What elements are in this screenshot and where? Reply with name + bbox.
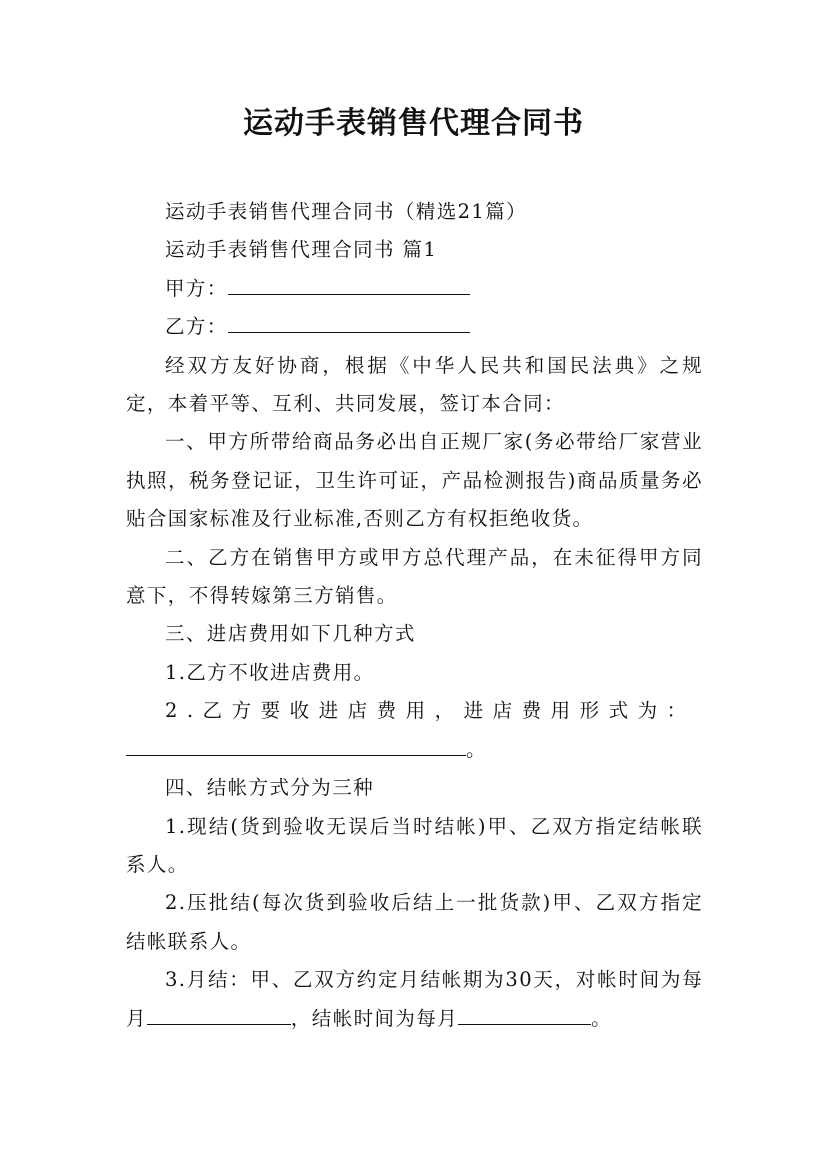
party-b-line [126, 308, 703, 346]
document-title: 运动手表销售代理合同书 [243, 106, 584, 141]
clause-4-item-3-end: 。 [591, 1006, 613, 1030]
entry-fee-form-blank [126, 733, 466, 756]
chapter-heading: 运动手表销售代理合同书 篇1 [165, 238, 438, 262]
clause-3-item-2-period: 。 [466, 737, 487, 761]
settle-date-blank [458, 1002, 591, 1025]
party-b-label: 乙方： [165, 315, 228, 339]
clause-3-item-2: 2.乙方要收进店费用，进店费用形式为： [165, 699, 696, 723]
clause-3-item-1: 1.乙方不收进店费用。 [165, 660, 375, 684]
clause-4-item-3-text-b: ，结帐时间为每月 [290, 1006, 459, 1030]
clause-4-item-1: 1.现结(货到验收无误后当时结帐)甲、乙双方指定结帐联系人。 [126, 814, 703, 876]
clause-2: 二、乙方在销售甲方或甲方总代理产品，在未征得甲方同意下，不得转嫁第三方销售。 [126, 545, 703, 608]
clause-3: 三、进店费用如下几种方式 [165, 622, 416, 646]
party-a-label: 甲方： [165, 276, 228, 300]
document-body [126, 193, 703, 1038]
clause-4: 四、结帐方式分为三种 [165, 776, 375, 800]
intro-paragraph: 经双方友好协商，根据《中华人民共和国民法典》之规定，本着平等、互利、共同发展，签订本合同： [126, 353, 703, 416]
subtitle-line: 运动手表销售代理合同书（精选21篇） [165, 200, 528, 223]
clause-4-item-2: 2.压批结(每次货到验收后结上一批货款)甲、乙双方指定结帐联系人。 [126, 891, 703, 953]
party-b-blank [228, 310, 470, 333]
party-a-blank [228, 272, 470, 295]
party-a-line [126, 270, 703, 308]
clause-1: 一、甲方所带给商品务必出自正规厂家(务必带给厂家营业执照，税务登记证，卫生许可证，产品检测报告)商品质量务必贴合国家标准及行业标准,否则乙方有权拒绝收货。 [126, 430, 703, 531]
clause-4-item-3 [126, 961, 703, 1038]
reconcile-date-blank [147, 1002, 291, 1025]
clause-4-item-3-text-a: 3.月结：甲、乙双方约定月结帐期为30天，对帐时间为每月 [126, 968, 703, 1030]
clause-3-item-2-fill-line [126, 731, 703, 769]
